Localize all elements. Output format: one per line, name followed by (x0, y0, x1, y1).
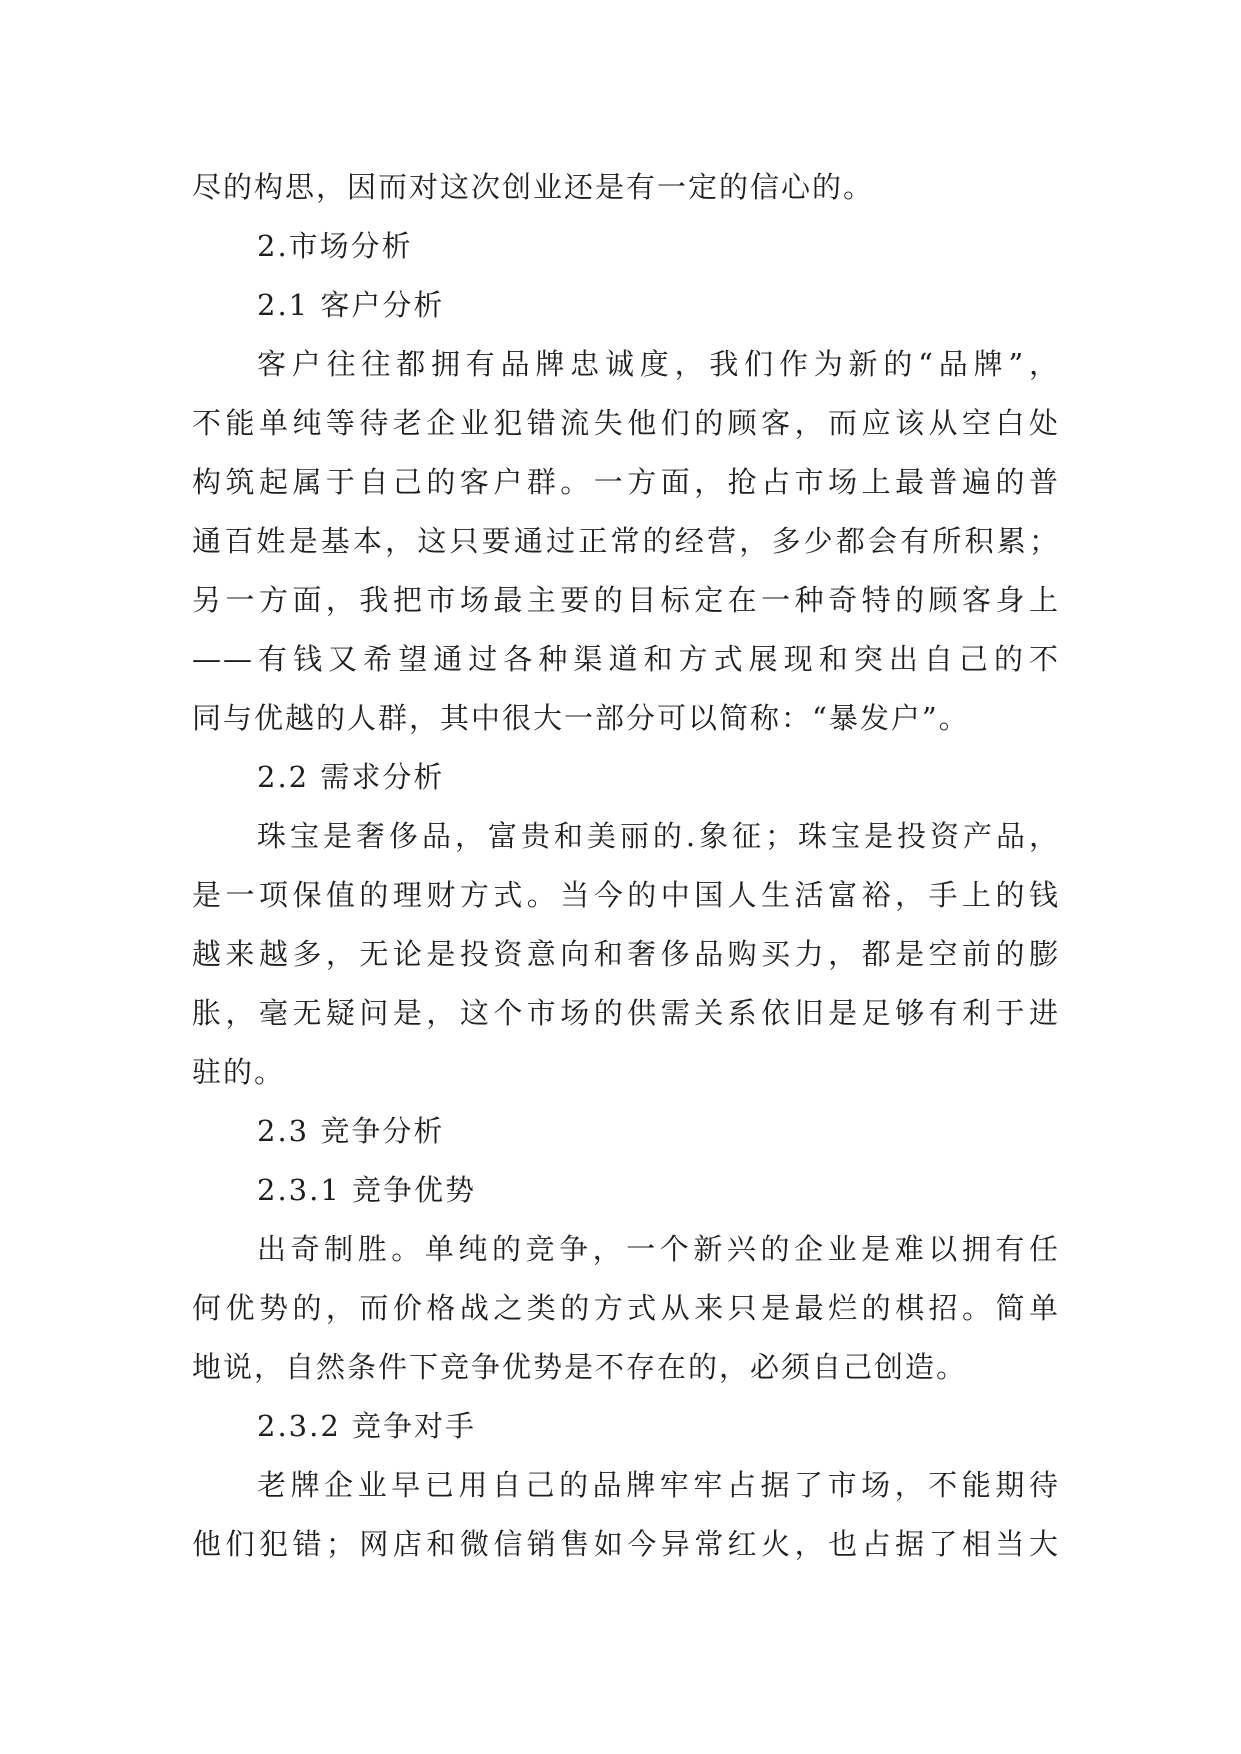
text-line: ——有钱又希望通过各种渠道和方式展现和突出自己的不 (192, 642, 1060, 676)
section-heading-2-3: 2.3 竞争分析 (257, 1114, 445, 1148)
text-line: 不能单纯等待老企业犯错流失他们的顾客，而应该从空白处 (192, 406, 1060, 440)
paragraph-continued (192, 158, 1060, 217)
document-body (192, 158, 1060, 1574)
section-heading-2-3-1: 2.3.1 竞争优势 (257, 1173, 477, 1207)
text-line: 同与优越的人群，其中很大一部分可以简称：“暴发户”。 (192, 701, 970, 735)
paragraph-competitive-advantage (192, 1220, 1060, 1397)
text-line: 尽的构思，因而对这次创业还是有一定的信心的。 (192, 170, 875, 204)
text-line: 构筑起属于自己的客户群。一方面，抢占市场上最普遍的普 (192, 465, 1060, 499)
text-line: 地说，自然条件下竞争优势是不存在的，必须自己创造。 (192, 1350, 968, 1384)
text-line: 胀，毫无疑问是，这个市场的供需关系依旧是足够有利于进 (192, 996, 1060, 1030)
text-line: 通百姓是基本，这只要通过正常的经营，多少都会有所积累； (192, 524, 1060, 558)
text-line: 是一项保值的理财方式。当今的中国人生活富裕，手上的钱 (192, 878, 1060, 912)
section-heading-2-2: 2.2 需求分析 (257, 760, 445, 794)
section-heading-2-1: 2.1 客户分析 (257, 288, 445, 322)
text-line: 他们犯错；网店和微信销售如今异常红火，也占据了相当大 (192, 1527, 1060, 1561)
text-line: 越来越多，无论是投资意向和奢侈品购买力，都是空前的膨 (192, 937, 1060, 971)
text-line: 何优势的，而价格战之类的方式从来只是最烂的棋招。简单 (192, 1291, 1060, 1325)
text-line: 出奇制胜。单纯的竞争，一个新兴的企业是难以拥有任 (257, 1232, 1060, 1266)
text-line: 驻的。 (192, 1055, 286, 1089)
text-line: 珠宝是奢侈品，富贵和美丽的.象征；珠宝是投资产品， (257, 819, 1060, 853)
text-line: 另一方面，我把市场最主要的目标定在一种奇特的顾客身上 (192, 583, 1060, 617)
section-heading-2-3-2: 2.3.2 竞争对手 (257, 1409, 477, 1443)
text-line: 老牌企业早已用自己的品牌牢牢占据了市场，不能期待 (257, 1468, 1060, 1502)
text-line: 客户往往都拥有品牌忠诚度，我们作为新的“品牌”， (257, 347, 1060, 381)
paragraph-customer-analysis (192, 335, 1060, 748)
section-heading-2: 2.市场分析 (257, 229, 413, 263)
paragraph-demand-analysis (192, 807, 1060, 1102)
paragraph-competitors (192, 1456, 1060, 1574)
